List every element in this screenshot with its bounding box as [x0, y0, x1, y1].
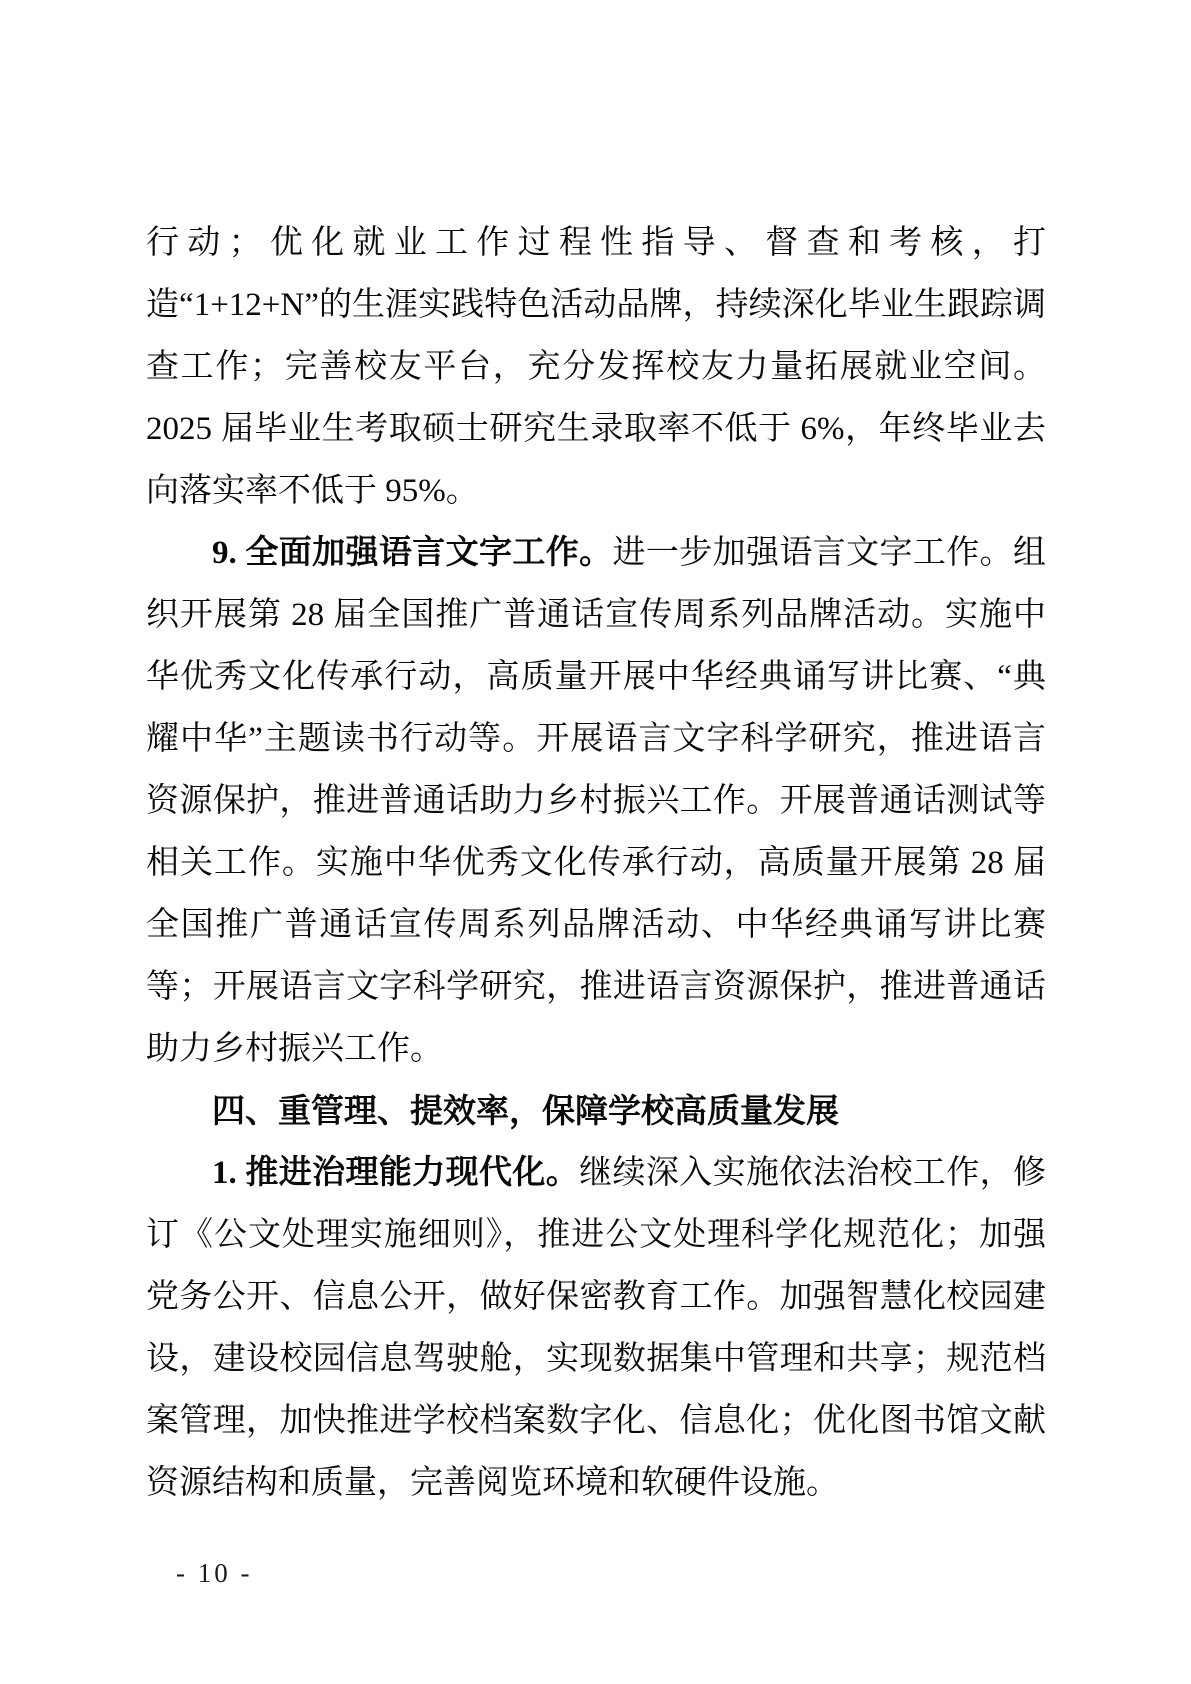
- text-run: 行动；优化就业工作过程性指导、督查和考核，打造“1+12+N”的生涯实践特色活动品牌，持续深化毕业生跟踪调查工作；完善校友平台，充分发挥校友力量拓展就业空间。2025 届毕业生考取硕士研究生录取率不低于 6%，年终毕业去向落实率不低于 95%。: [146, 225, 1046, 509]
- bold-text-run: 1. 推进治理能力现代化。: [212, 1155, 580, 1191]
- text-run: 进一步加强语言文字工作。组织开展第 28 届全国推广普通话宣传周系列品牌活动。实施中华优秀文化传承行动，高质量开展中华经典诵写讲比赛、“典耀中华”主题读书行动等。开展语言文字科学研究，推进语言资源保护，推进普通话助力乡村振兴工作。开展普通话测试等相关工作。实施中华优秀文化传承行动，高质量开展第 28 届全国推广普通话宣传周系列品牌活动、中华经典诵写讲比赛等；开展语言文字科学研究，推进语言资源保护，推进普通话助力乡村振兴工作。: [146, 535, 1046, 1067]
- page-number: - 10 -: [176, 1558, 253, 1588]
- paragraph: [146, 212, 1046, 522]
- paragraph: [146, 1142, 1046, 1514]
- text-body: [146, 212, 1046, 1514]
- paragraph: [146, 522, 1046, 1080]
- bold-text-run: 9. 全面加强语言文字工作。: [212, 535, 613, 571]
- bold-text-run: 四、重管理、提效率，保障学校高质量发展: [212, 1092, 839, 1129]
- text-run: 继续深入实施依法治校工作，修订《公文处理实施细则》，推进公文处理科学化规范化；加强党务公开、信息公开，做好保密教育工作。加强智慧化校园建设，建设校园信息驾驶舱，实现数据集中管理和共享；规范档案管理，加快推进学校档案数字化、信息化；优化图书馆文献资源结构和质量，完善阅览环境和软硬件设施。: [146, 1155, 1046, 1501]
- section-heading: [146, 1080, 1046, 1142]
